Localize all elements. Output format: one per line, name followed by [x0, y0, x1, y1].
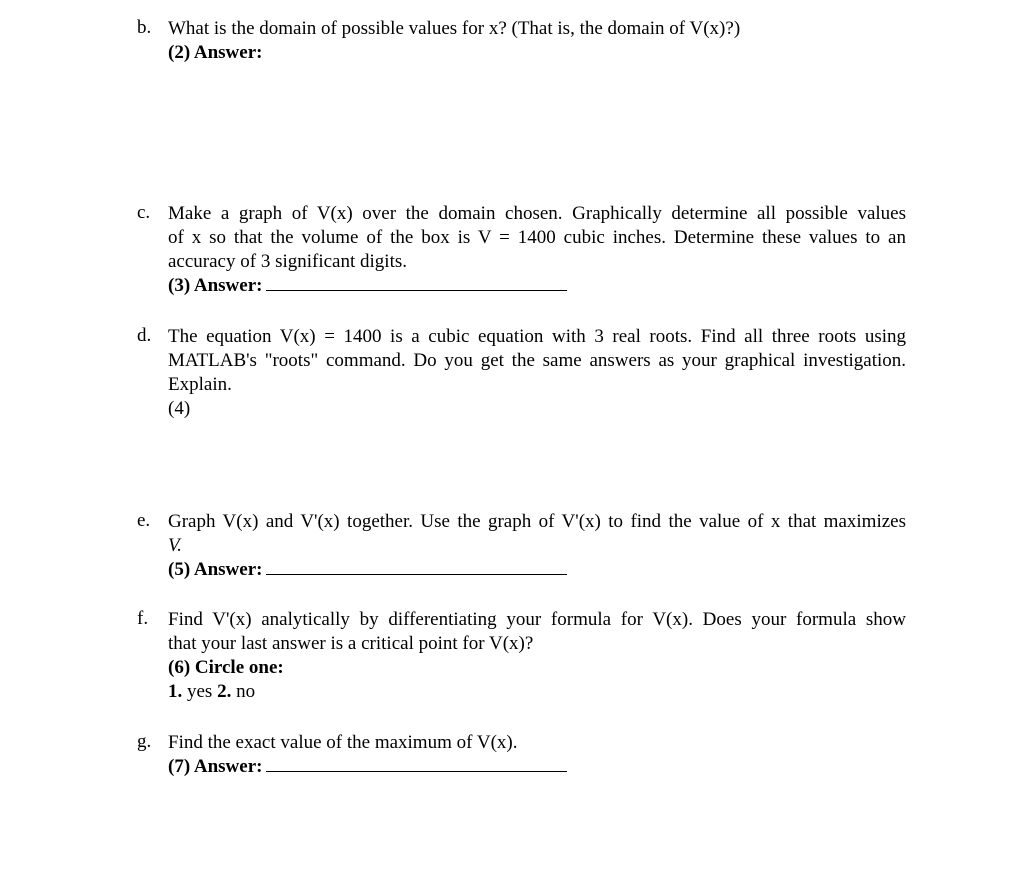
option-no[interactable] — [217, 681, 255, 702]
question-text: MATLAB's "roots" command. Do you get the same answers as your graphical investigation. — [168, 350, 906, 371]
question-text: V. — [168, 535, 182, 556]
question-text: Make a graph of V(x) over the domain chosen. Graphically determine all possible values — [168, 203, 906, 224]
question-text: Explain. — [168, 374, 232, 395]
answer-label: (2) Answer: — [168, 42, 263, 63]
question-letter: d. — [137, 325, 152, 346]
answer-blank[interactable] — [266, 755, 567, 772]
option-number: 2. — [217, 681, 232, 702]
question-letter: e. — [137, 510, 151, 531]
answer-blank[interactable] — [266, 558, 567, 575]
question-text: Find V'(x) analytically by differentiating your formula for V(x). Does your formula show — [168, 609, 906, 630]
question-letter: f. — [137, 608, 149, 629]
question-text: The equation V(x) = 1400 is a cubic equation with 3 real roots. Find all three roots using — [168, 326, 906, 347]
option-yes[interactable] — [168, 681, 212, 702]
option-text: no — [236, 681, 256, 702]
answer-label: (5) Answer: — [168, 559, 263, 580]
answer-label: (3) Answer: — [168, 275, 263, 296]
option-number: 1. — [168, 681, 183, 702]
question-text: of x so that the volume of the box is V = 1400 cubic inches. Determine these values to an — [168, 227, 906, 248]
answer-blank[interactable] — [266, 274, 567, 291]
question-text: that your last answer is a critical point for V(x)? — [168, 633, 534, 654]
answer-options — [168, 680, 906, 704]
option-text: yes — [187, 681, 213, 702]
question-text: accuracy of 3 significant digits. — [168, 251, 408, 272]
question-letter: c. — [137, 202, 151, 223]
question-text: What is the domain of possible values for x? (That is, the domain of V(x)?) — [168, 18, 741, 39]
points-label: (4) — [168, 398, 191, 419]
answer-label: (7) Answer: — [168, 756, 263, 777]
question-letter: g. — [137, 731, 152, 752]
question-text: Graph V(x) and V'(x) together. Use the graph of V'(x) to find the value of x that maximizes — [168, 511, 906, 532]
question-text: Find the exact value of the maximum of V(x). — [168, 732, 518, 753]
question-letter: b. — [137, 17, 152, 38]
circle-label: (6) Circle one: — [168, 657, 284, 678]
